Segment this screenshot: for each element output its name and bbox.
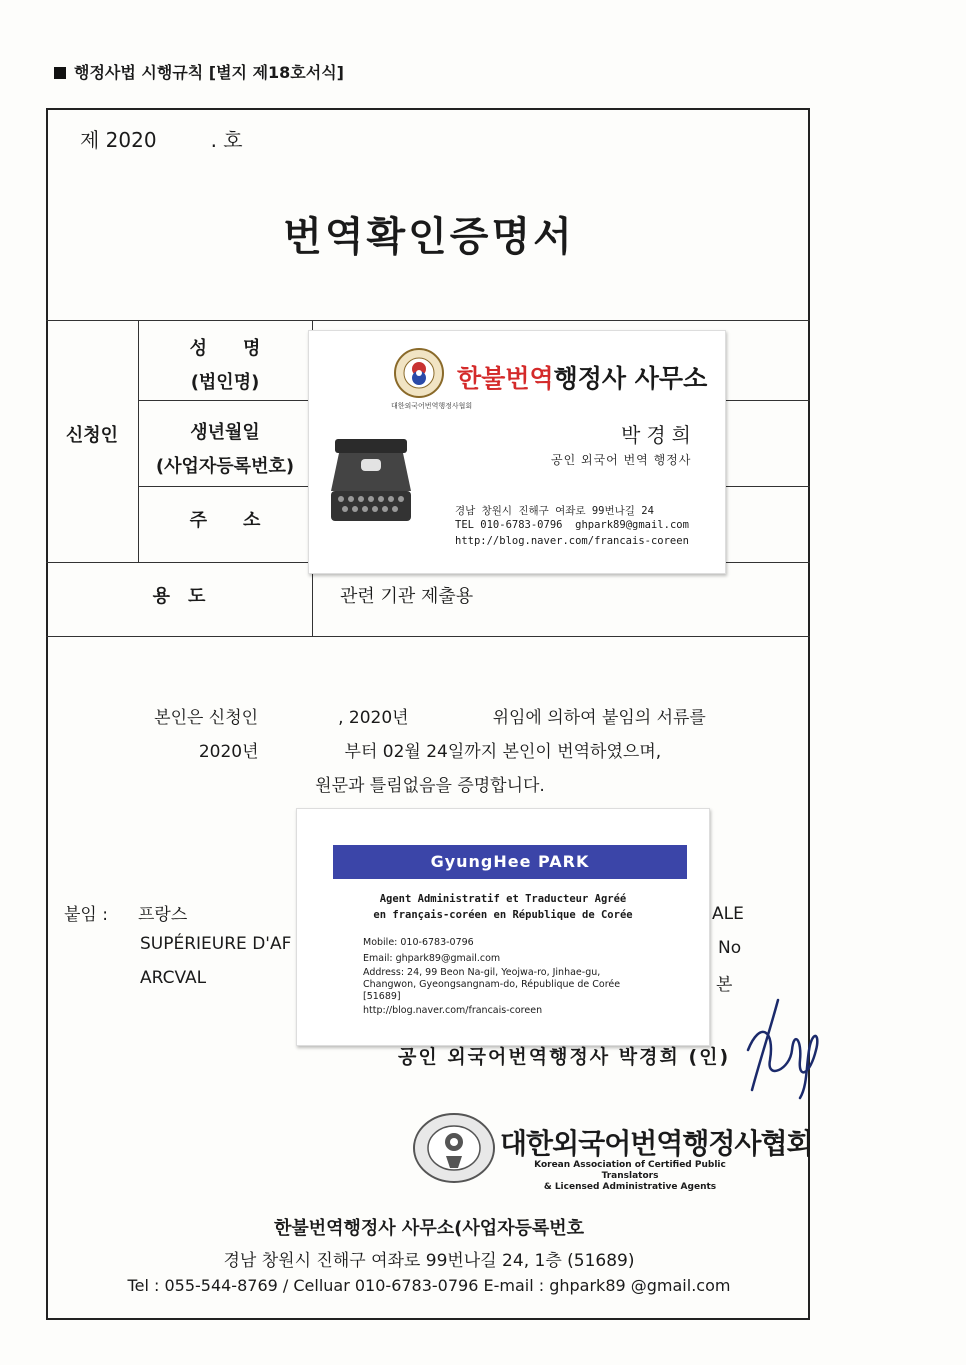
signer-text: 공인 외국어번역행정사 박경희 xyxy=(398,1046,680,1068)
usage-label: 용 도 xyxy=(152,586,206,607)
business-card-korean xyxy=(308,330,726,574)
divider-title xyxy=(46,320,810,321)
card-association-text: 대한외국어번역행정사협회 xyxy=(391,402,473,410)
office-name xyxy=(457,359,707,395)
address-label: 주 소 xyxy=(189,510,261,531)
card-contact xyxy=(455,519,689,531)
attachment-label: 붙임 : xyxy=(64,905,108,925)
document-number-prefix: 제 2020 xyxy=(80,128,157,152)
card-blog: http://blog.naver.com/francais-coreen xyxy=(455,535,689,547)
card-tel: TEL 010-6783-0796 xyxy=(455,519,563,531)
card-person-name: 박경희 xyxy=(621,423,697,447)
card-french-email: Email: ghpark89@gmail.com xyxy=(363,953,501,964)
card-french-title-2: en français-coréen en République de Corée xyxy=(373,909,633,921)
statement-1a: 본인은 신청인 xyxy=(154,708,259,728)
card-french-name: GyungHee PARK xyxy=(333,845,687,879)
association-name-english xyxy=(510,1160,750,1193)
statement-1b: , 2020년 xyxy=(338,708,409,728)
card-address: 경남 창원시 진해구 여좌로 99번나길 24 xyxy=(455,505,654,517)
office-name-part3: 행정사 사무소 xyxy=(553,364,708,393)
card-french-title-1: Agent Administratif et Traducteur Agréé xyxy=(379,893,627,905)
association-en-line-2: & Licensed Administrative Agents xyxy=(543,1182,717,1192)
form-reference-text: 행정사법 시행규칙 [별지 제18호서식] xyxy=(74,63,344,82)
attachment-line-1: 프랑스 xyxy=(138,905,188,925)
association-name: 대한외국어번역행정사협회 xyxy=(500,1127,813,1160)
attachment-line-3: ARCVAL xyxy=(140,968,207,988)
statement-line-3: 원문과 틀림없음을 증명합니다. xyxy=(315,776,545,796)
office-name-part2: 번역 xyxy=(505,364,554,393)
association-emblem-icon xyxy=(393,347,445,399)
card-french-address-3: [51689] xyxy=(363,991,401,1002)
attachment-line-2-right: No xyxy=(718,938,742,958)
footer-contact: Tel : 055-544-8769 / Celluar 010-6783-0796 E-mail : ghpark89 @gmail.com xyxy=(127,1276,731,1295)
business-number-label: (사업자등록번호) xyxy=(155,456,295,477)
statement-2b: 부터 02월 24일까지 본인이 번역하였으며, xyxy=(344,742,662,762)
applicant-label: 신청인 xyxy=(65,425,119,446)
footer-address: 경남 창원시 진해구 여좌로 99번나길 24, 1층 (51689) xyxy=(223,1251,635,1271)
card-french-address-1: Address: 24, 99 Beon Na-gil, Yeojwa-ro, Jinhae-gu, xyxy=(363,967,601,978)
signature-icon xyxy=(730,990,830,1100)
birthdate-label: 생년월일 xyxy=(190,422,260,443)
statement-1c: 위임에 의하여 붙임의 서류를 xyxy=(492,708,706,728)
statement-line-1 xyxy=(60,703,800,728)
corporate-name-label: (법인명) xyxy=(190,372,260,393)
attachment-line-1-right: ALE xyxy=(712,904,744,924)
usage-value: 관련 기관 제출용 xyxy=(340,586,474,607)
card-role: 공인 외국어 번역 행정사 xyxy=(551,453,692,467)
signer-seal: (인) xyxy=(688,1046,731,1068)
statement-2a: 2020년 xyxy=(198,742,259,762)
signer-line xyxy=(398,1042,730,1069)
received-stamp xyxy=(448,14,560,44)
association-en-line-1: Korean Association of Certified Public Translators xyxy=(534,1160,726,1181)
divider-usage xyxy=(46,636,810,637)
card-french-mobile: Mobile: 010-6783-0796 xyxy=(363,937,474,948)
association-seal-icon xyxy=(412,1112,496,1184)
card-french-address-2: Changwon, Gyeongsangnam-do, République de Corée xyxy=(363,979,621,990)
form-reference xyxy=(54,60,344,83)
footer-office: 한불번역행정사 사무소(사업자등록번호 xyxy=(273,1218,585,1239)
business-card-french xyxy=(296,808,710,1046)
typewriter-icon xyxy=(325,431,417,531)
attachment-line-3-right: 본 xyxy=(716,975,733,995)
page-title: 번역확인증명서 xyxy=(283,214,575,260)
card-email: ghpark89@gmail.com xyxy=(575,519,689,531)
square-bullet-icon xyxy=(54,67,66,79)
attachment-line-2: SUPÉRIEURE D'AF xyxy=(140,934,292,954)
statement-line-2 xyxy=(60,737,800,762)
document-number-suffix: . 호 xyxy=(210,128,243,152)
name-label: 성 명 xyxy=(189,338,261,359)
card-french-blog: http://blog.naver.com/francais-coreen xyxy=(363,1005,543,1016)
office-name-part1: 한불 xyxy=(457,364,506,393)
document-number xyxy=(80,124,243,153)
